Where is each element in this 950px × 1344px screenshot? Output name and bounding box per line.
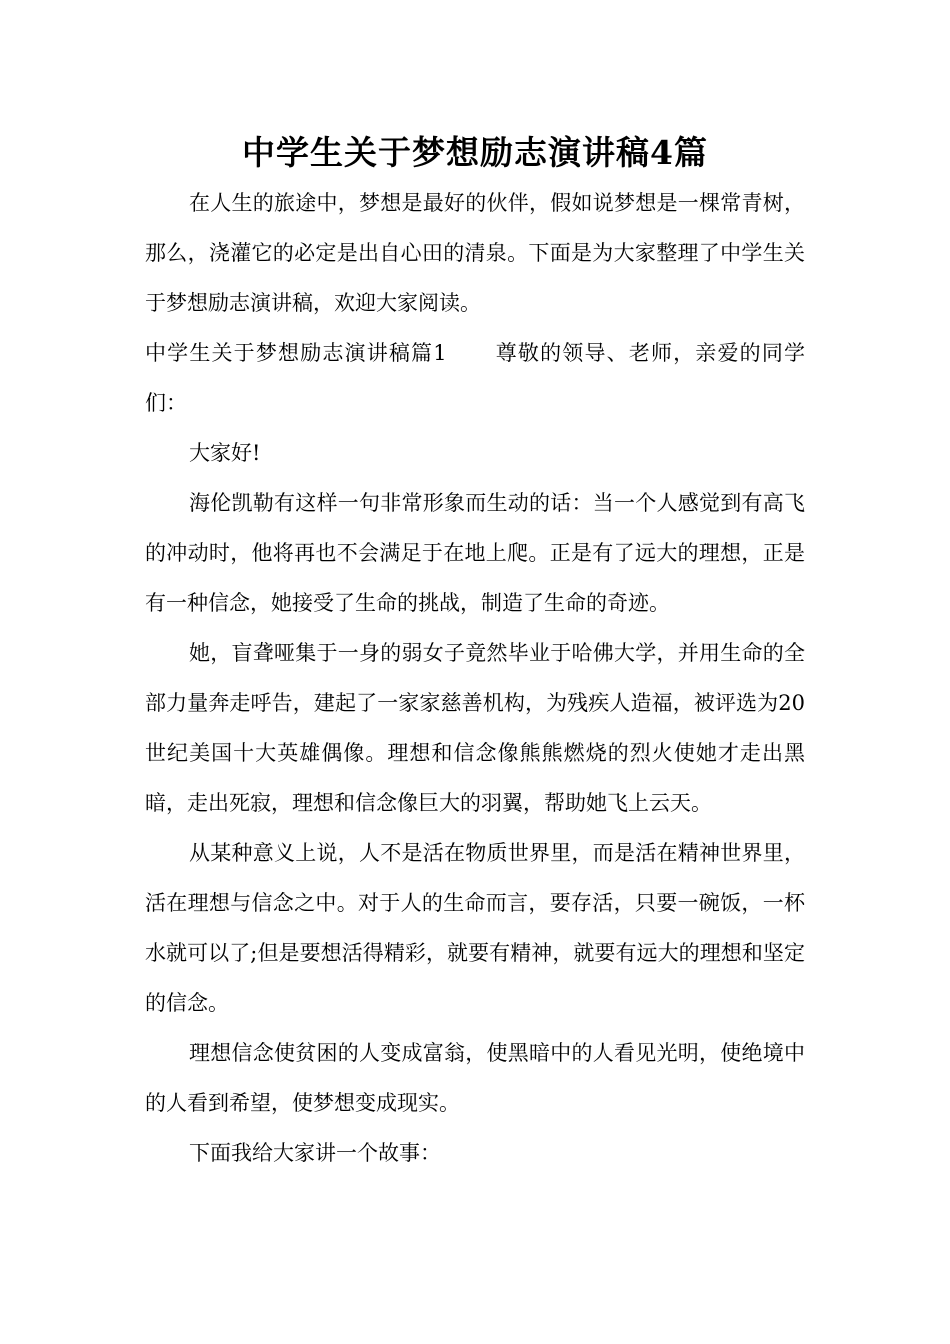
intro-paragraph: 在人生的旅途中，梦想是最好的伙伴，假如说梦想是一棵常青树，那么，浇灌它的必定是出自心田的清泉。下面是为大家整理了中学生关于梦想励志演讲稿，欢迎大家阅读。 — [145, 191, 805, 315]
salutation: 尊敬的领导、老师，亲爱的同学们： — [145, 341, 805, 415]
greeting: 大家好! — [189, 441, 261, 465]
body-paragraph-4: 理想信念使贫困的人变成富翁，使黑暗中的人看见光明，使绝境中的人看到希望，使梦想变成现实。 — [145, 1041, 805, 1115]
section-heading: 中学生关于梦想励志演讲稿篇1 — [145, 341, 447, 365]
body-paragraph-5: 下面我给大家讲一个故事： — [189, 1141, 441, 1165]
body-paragraph-3: 从某种意义上说，人不是活在物质世界里，而是活在精神世界里，活在理想与信念之中。对于人的生命而言，要存活，只要一碗饭，一杯水就可以了;但是要想活得精彩，就要有精神，就要有远大的理想和坚定的信念。 — [145, 841, 805, 1015]
section-heading-line — [145, 328, 805, 428]
body-paragraph-2: 她，盲聋哑集于一身的弱女子竟然毕业于哈佛大学，并用生命的全部力量奔走呼告，建起了一家家慈善机构，为残疾人造福，被评选为20世纪美国十大英雄偶像。理想和信念像熊熊燃烧的烈火使她才走出黑暗，走出死寂，理想和信念像巨大的羽翼，帮助她飞上云天。 — [145, 641, 805, 815]
document-page — [145, 128, 805, 1178]
document-title: 中学生关于梦想励志演讲稿4篇 — [242, 133, 708, 172]
body-paragraph-1: 海伦凯勒有这样一句非常形象而生动的话：当一个人感觉到有高飞的冲动时，他将再也不会满足于在地上爬。正是有了远大的理想，正是有一种信念，她接受了生命的挑战，制造了生命的奇迹。 — [145, 491, 805, 615]
